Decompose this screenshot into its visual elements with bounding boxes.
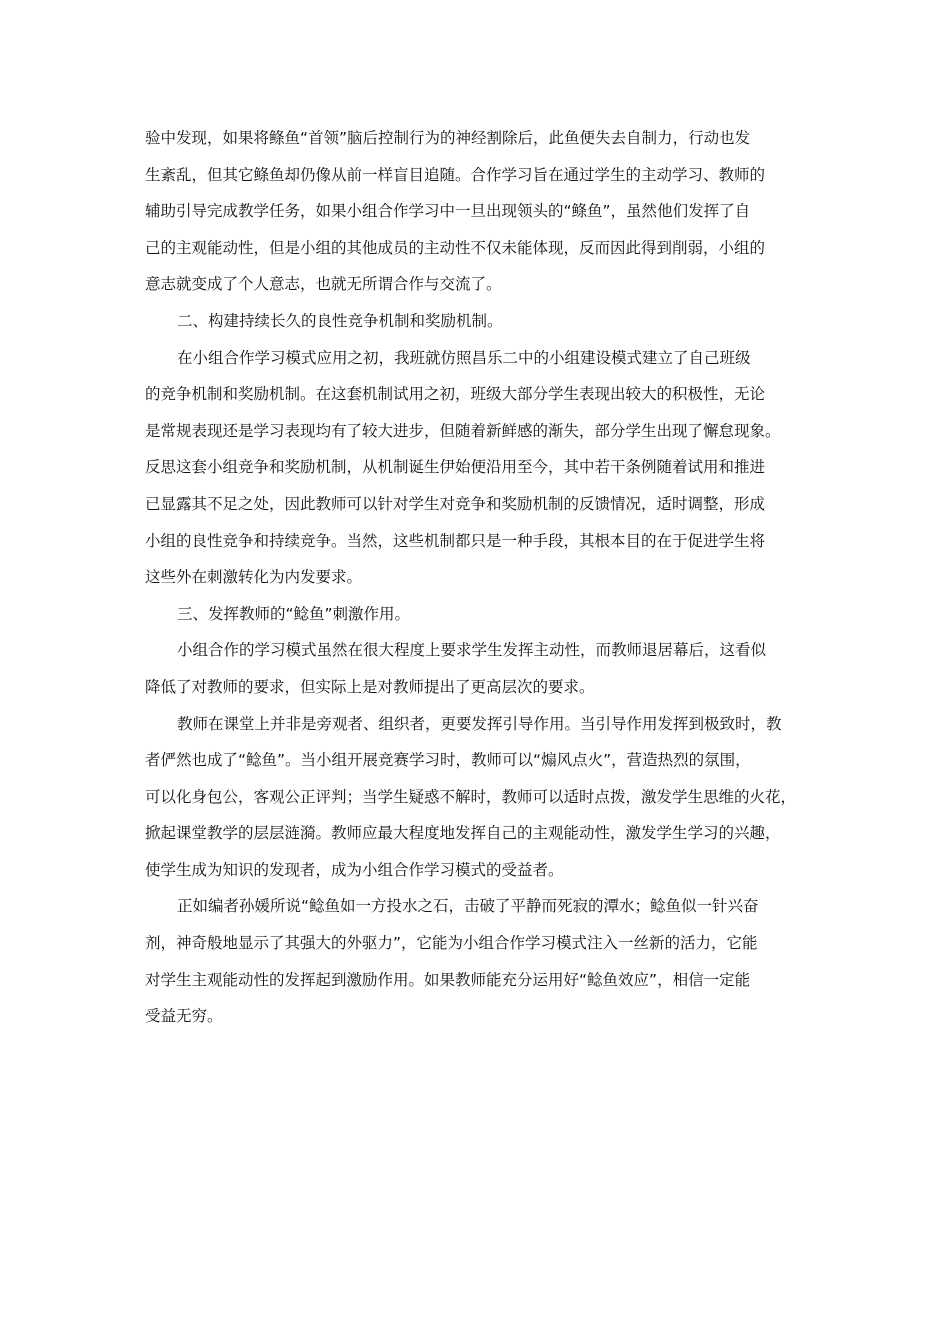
paragraph-2-line-2: 的竞争机制和奖励机制。在这套机制试用之初，班级大部分学生表现出较大的积极性，无论 — [145, 385, 766, 404]
paragraph-2-line-4: 反思这套小组竞争和奖励机制，从机制诞生伊始便沿用至今，其中若干条例随着试用和推进 — [145, 458, 766, 477]
paragraph-5-line-4: 受益无穷。 — [145, 1007, 223, 1026]
paragraph-2-line-6: 小组的良性竞争和持续竞争。当然，这些机制都只是一种手段，其根本目的在于促进学生将 — [145, 531, 766, 550]
paragraph-1-line-3: 辅助引导完成教学任务，如果小组合作学习中一旦出现领头的“鲦鱼”，虽然他们发挥了自 — [145, 202, 751, 221]
document-body — [145, 120, 810, 1035]
paragraph-4-line-2: 者俨然也成了“鲶鱼”。当小组开展竞赛学习时，教师可以“煽风点火”，营造热烈的氛围， — [145, 751, 751, 770]
paragraph-4-line-5: 使学生成为知识的发现者，成为小组合作学习模式的受益者。 — [145, 860, 564, 879]
paragraph-3-line-1: 小组合作的学习模式虽然在很大程度上要求学生发挥主动性，而教师退居幕后，这看似 — [177, 641, 767, 660]
paragraph-5-line-1: 正如编者孙媛所说“鲶鱼如一方投水之石，击破了平静而死寂的潭水；鲶鱼似一针兴奋 — [177, 897, 759, 916]
paragraph-5-line-2: 剂，神奇般地显示了其强大的外驱力”，它能为小组合作学习模式注入一丝新的活力，它能 — [145, 934, 758, 953]
paragraph-2-line-3: 是常规表现还是学习表现均有了较大进步，但随着新鲜感的渐失，部分学生出现了懈怠现象。 — [145, 421, 781, 440]
paragraph-5-line-3: 对学生主观能动性的发挥起到激励作用。如果教师能充分运用好“鲶鱼效应”，相信一定能 — [145, 970, 751, 989]
paragraph-4-line-3: 可以化身包公，客观公正评判；当学生疑惑不解时，教师可以适时点拨，激发学生思维的火花， — [145, 787, 797, 806]
paragraph-1-line-5: 意志就变成了个人意志，也就无所谓合作与交流了。 — [145, 275, 502, 294]
paragraph-2-line-7: 这些外在刺激转化为内发要求。 — [145, 568, 363, 587]
paragraph-4-line-1: 教师在课堂上并非是旁观者、组织者，更要发挥引导作用。当引导作用发挥到极致时，教 — [177, 714, 782, 733]
paragraph-1-line-4: 己的主观能动性，但是小组的其他成员的主动性不仅未能体现，反而因此得到削弱，小组的 — [145, 238, 766, 257]
paragraph-1-line-1: 验中发现，如果将鲦鱼“首领”脑后控制行为的神经割除后，此鱼便失去自制力，行动也发 — [145, 129, 751, 147]
section-heading-2: 二、构建持续长久的良性竞争机制和奖励机制。 — [177, 311, 503, 330]
paragraph-2-line-1: 在小组合作学习模式应用之初，我班就仿照昌乐二中的小组建设模式建立了自己班级 — [177, 348, 751, 367]
paragraph-4-line-4: 掀起课堂教学的层层涟漪。教师应最大程度地发挥自己的主观能动性，激发学生学习的兴趣， — [145, 824, 781, 843]
paragraph-3-line-2: 降低了对教师的要求，但实际上是对教师提出了更高层次的要求。 — [145, 677, 595, 696]
paragraph-2-line-5: 已显露其不足之处，因此教师可以针对学生对竞争和奖励机制的反馈情况，适时调整，形成 — [145, 494, 766, 513]
section-heading-3: 三、发挥教师的“鲶鱼”刺激作用。 — [177, 604, 411, 623]
paragraph-1-line-2: 生紊乱，但其它鲦鱼却仍像从前一样盲目追随。合作学习旨在通过学生的主动学习、教师的 — [145, 165, 766, 184]
